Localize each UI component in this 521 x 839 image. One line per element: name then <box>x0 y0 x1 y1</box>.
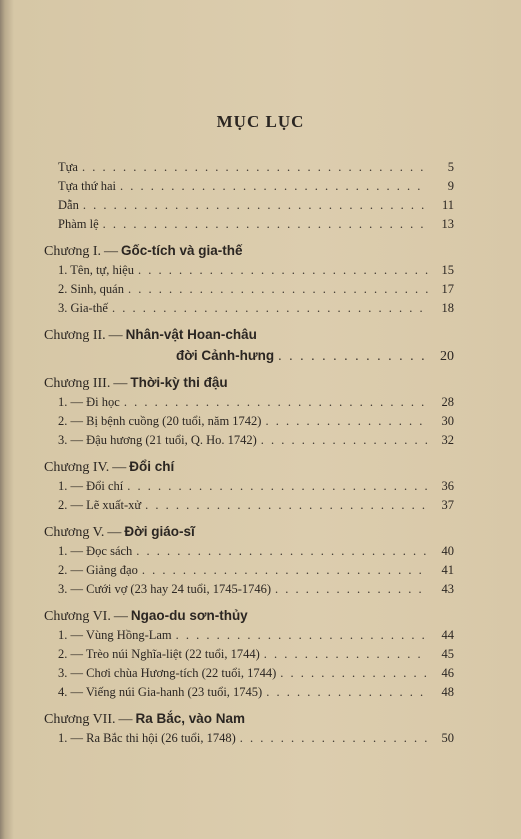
toc-entry <box>44 158 454 177</box>
leader-dots <box>280 664 428 683</box>
leader-dots <box>103 215 428 234</box>
leader-dots <box>127 477 428 496</box>
toc-entry <box>44 542 454 561</box>
leader-dots <box>138 261 428 280</box>
leader-dots <box>261 431 428 450</box>
entry-label: 1. Tên, tự, hiệu <box>58 263 134 277</box>
entry-page: 48 <box>441 685 454 699</box>
chapter-heading <box>44 708 454 729</box>
toc-entry <box>44 477 454 496</box>
entry-label: 3. Gia-thế <box>58 301 108 315</box>
leader-dots <box>128 280 428 299</box>
chapter-heading <box>44 240 454 261</box>
toc-entry <box>44 261 454 280</box>
toc-entry <box>44 729 454 748</box>
chapter-title: Nhân-vật Hoan-châu <box>125 327 257 342</box>
toc-entry <box>44 561 454 580</box>
chapter-title: Gốc-tích và gia-thế <box>121 243 243 258</box>
toc-entry <box>44 280 454 299</box>
chapter-dash: — <box>112 460 127 475</box>
entry-label: 2. — Lẽ xuất-xử <box>58 498 142 512</box>
toc-entry <box>44 215 454 234</box>
leader-dots <box>264 645 428 664</box>
toc-entry <box>44 580 454 599</box>
toc-entry <box>44 177 454 196</box>
entry-page: 41 <box>441 563 454 577</box>
toc-entry <box>44 664 454 683</box>
chapter-title: Ngao-du sơn-thủy <box>130 608 248 623</box>
entry-label: Tựa thứ hai <box>58 179 116 193</box>
toc-entry <box>44 196 454 215</box>
leader-dots <box>145 496 428 515</box>
entry-page: 40 <box>441 544 454 558</box>
toc-entry <box>44 299 454 318</box>
entry-page: 46 <box>441 666 454 680</box>
chapter-dash: — <box>104 244 118 259</box>
entry-page: 28 <box>441 395 454 409</box>
toc-entry <box>44 683 454 702</box>
chapter-number: Chương VI. <box>44 609 111 624</box>
chapter-number: Chương V. <box>44 525 105 540</box>
entry-label: Dẫn <box>58 198 79 212</box>
page-title: MỤC LỤC <box>216 112 305 131</box>
toc-entry <box>44 412 454 431</box>
chapter-title: Đổi chí <box>129 459 175 474</box>
chapter-heading <box>44 372 454 393</box>
leader-dots <box>112 299 428 318</box>
entry-page: 20 <box>440 349 454 364</box>
leader-dots <box>278 346 428 367</box>
chapter-number: Chương IV. <box>44 460 110 475</box>
chapter-title: Thời-kỳ thi đậu <box>130 375 228 390</box>
entry-page: 43 <box>441 582 454 596</box>
entry-page: 5 <box>447 160 454 174</box>
chapter-title-continuation <box>44 345 454 366</box>
entry-label: Phàm lệ <box>58 217 99 231</box>
leader-dots <box>275 580 428 599</box>
chapter-dash: — <box>113 609 128 624</box>
entry-label: 3. — Cưới vợ (23 hay 24 tuổi, 1745-1746) <box>58 582 272 596</box>
leader-dots <box>124 393 428 412</box>
entry-page: 50 <box>441 731 454 745</box>
entry-label: 2. — Bị bệnh cuồng (20 tuổi, năm 1742) <box>58 414 262 428</box>
entry-label: 1. — Đi học <box>58 395 120 409</box>
toc-entry <box>44 626 454 645</box>
chapter-dash: — <box>107 525 122 540</box>
entry-page: 37 <box>441 498 454 512</box>
leader-dots <box>265 412 428 431</box>
entry-page: 13 <box>441 217 454 231</box>
entry-label: 1. — Vùng Hồng-Lam <box>58 628 172 642</box>
toc-entry <box>44 431 454 450</box>
chapter-number: Chương II. <box>44 328 106 343</box>
chapter-number: Chương VII. <box>44 712 116 727</box>
entry-label: 3. — Đậu hương (21 tuổi, Q. Ho. 1742) <box>58 433 257 447</box>
entry-label: 4. — Viếng núi Gia-hanh (23 tuổi, 1745) <box>58 685 263 699</box>
chapter-number: Chương I. <box>44 244 101 259</box>
entry-page: 17 <box>441 282 454 296</box>
leader-dots <box>142 561 428 580</box>
entry-label: 1. — Đọc sách <box>58 544 133 558</box>
entry-label: 1. — Ra Bắc thi hội (26 tuổi, 1748) <box>58 731 236 745</box>
chapter-dash: — <box>108 328 123 343</box>
leader-dots <box>120 177 428 196</box>
chapter-dash: — <box>113 376 128 391</box>
leader-dots <box>176 626 428 645</box>
toc-entry <box>44 645 454 664</box>
entry-label: 2. Sinh, quán <box>58 282 124 296</box>
chapter-dash: — <box>118 712 133 727</box>
chapter-heading <box>44 456 454 477</box>
chapter-title: Đời giáo-sĩ <box>124 524 195 539</box>
chapter-heading <box>44 605 454 626</box>
entry-page: 18 <box>441 301 454 315</box>
entry-label: Tựa <box>58 160 78 174</box>
leader-dots <box>266 683 428 702</box>
entry-label: 1. — Đổi chí <box>58 479 124 493</box>
leader-dots <box>136 542 428 561</box>
leader-dots <box>82 158 428 177</box>
entry-page: 15 <box>441 263 454 277</box>
entry-label: 2. — Giảng đạo <box>58 563 138 577</box>
leader-dots <box>83 196 428 215</box>
entry-page: 45 <box>441 647 454 661</box>
chapter-heading <box>44 521 454 542</box>
entry-page: 9 <box>447 179 454 193</box>
toc-entry <box>44 393 454 412</box>
entry-page: 36 <box>441 479 454 493</box>
entry-page: 32 <box>441 433 454 447</box>
entry-page: 44 <box>441 628 454 642</box>
chapter-title: Ra Bắc, vào Nam <box>135 711 246 726</box>
entry-label: 2. — Trèo núi Nghĩa-liệt (22 tuổi, 1744) <box>58 647 260 661</box>
entry-page: 11 <box>441 198 454 212</box>
table-of-contents <box>44 158 454 748</box>
chapter-heading <box>44 324 454 345</box>
toc-entry <box>44 496 454 515</box>
entry-page: 30 <box>441 414 454 428</box>
entry-label: 3. — Chơi chùa Hương-tích (22 tuổi, 1744) <box>58 666 277 680</box>
chapter-number: Chương III. <box>44 376 111 391</box>
leader-dots <box>240 729 428 748</box>
chapter-title-line2: đời Cảnh-hưng <box>176 348 275 363</box>
